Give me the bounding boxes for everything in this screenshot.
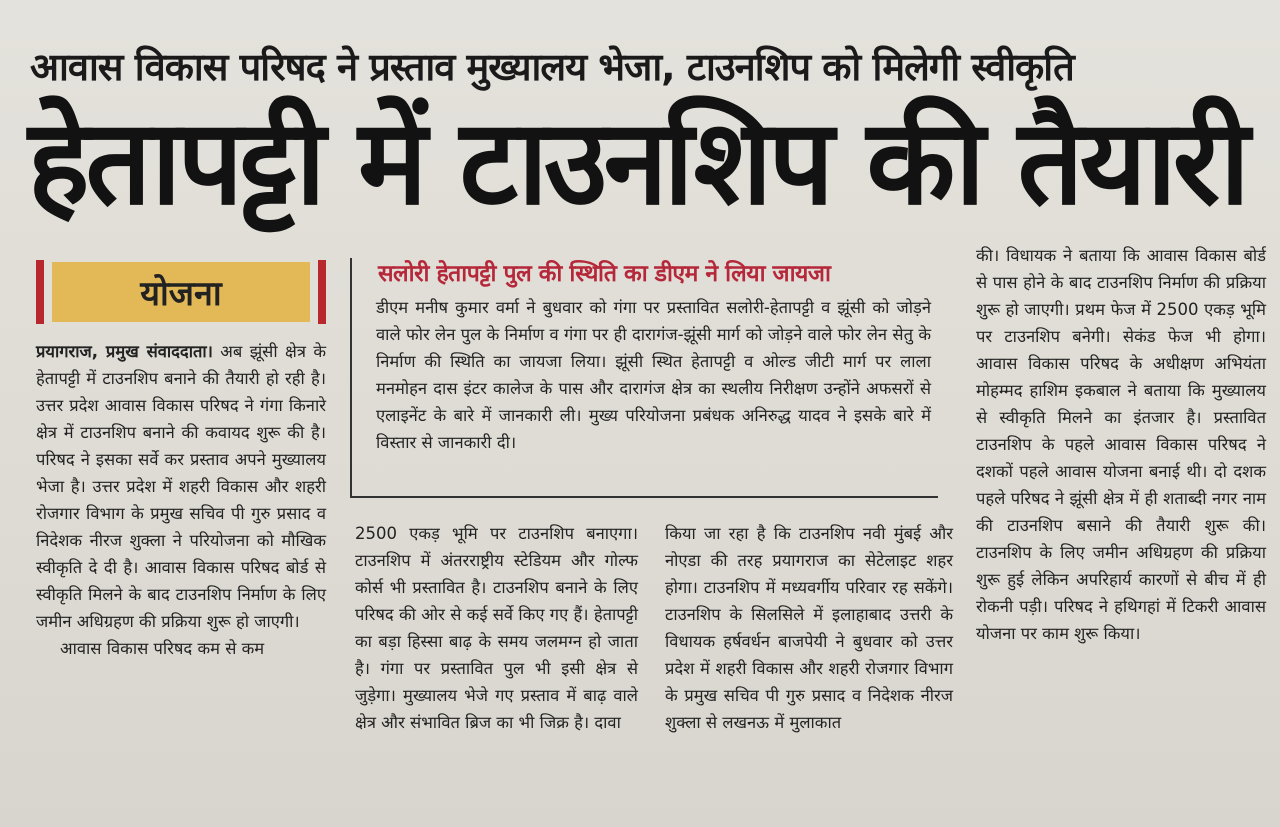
tag-left-bar [36, 260, 44, 324]
kicker-headline: आवास विकास परिषद ने प्रस्ताव मुख्यालय भेजा, टाउनशिप को मिलेगी स्वीकृति [30, 45, 1074, 89]
box-bottom-rule [350, 496, 938, 498]
article-column-3: किया जा रहा है कि टाउनशिप नवी मुंबई और नोएडा की तरह प्रयागराज का सेटेलाइट शहर होगा। टाउनशिप में मध्यवर्गीय परिवार रह सकेंगे। टाउनशिप के सिलसिले में इलाहाबाद उत्तरी के विधायक हर्षवर्धन बाजपेयी ने बुधवार को उत्तर प्रदेश में शहरी विकास और शहरी रोजगार विभाग के प्रमुख सचिव पी गुरु प्रसाद व निदेशक नीरज शुक्ला से लखनऊ में मुलाकात [665, 524, 953, 732]
tag-right-bar [318, 260, 326, 324]
article-column-1 [36, 338, 326, 662]
article-column-2: 2500 एकड़ भूमि पर टाउनशिप बनाएगा। टाउनशिप में अंतरराष्ट्रीय स्टेडियम और गोल्फ कोर्स भी प्रस्तावित है। टाउनशिप बनाने के लिए परिषद की ओर से कई सर्वे किए गए हैं। हेतापट्टी का बड़ा हिस्सा बाढ़ के समय जलमग्न हो जाता है। गंगा पर प्रस्तावित पुल भी इसी क्षेत्र से जुड़ेगा। मुख्यालय भेजे गए प्रस्ताव में बाढ़ वाले क्षेत्र और संभावित ब्रिज का भी जिक्र है। दावा [355, 524, 638, 732]
sidebar-box [350, 258, 938, 498]
box-body: डीएम मनीष कुमार वर्मा ने बुधवार को गंगा पर प्रस्तावित सलोरी-हेतापट्टी व झूंसी को जोड़ने वाले फोर लेन पुल के निर्माण व गंगा पर ही दारागंज-झूंसी मार्ग को जोड़ने वाले फोर लेन सेतु के निर्माण की स्थिति का जायजा लिया। झूंसी स्थित हेतापट्टी व ओल्ड जीटी मार्ग पर लाला मनमोहन दास इंटर कालेज के पास और दारागंज क्षेत्र का स्थलीय निरीक्षण उन्होंने अफसरों से एलाइनेंट के बारे में जानकारी ली। मुख्य परियोजना प्रबंधक अनिरुद्ध यादव ने इसके बारे में विस्तार से जानकारी दी। [376, 298, 931, 452]
tag-label: योजना [52, 262, 310, 322]
box-heading: सलोरी हेतापट्टी पुल की स्थिति का डीएम ने लिया जायजा [378, 261, 831, 287]
box-vertical-rule [350, 258, 352, 498]
section-tag [36, 260, 326, 324]
column-1-tail: आवास विकास परिषद कम से कम [60, 639, 265, 658]
main-headline: हेतापट्टी में टाउनशिप की तैयारी [28, 93, 1247, 231]
dateline: प्रयागराज, प्रमुख संवाददाता। [36, 342, 213, 361]
article-column-4: की। विधायक ने बताया कि आवास विकास बोर्ड से पास होने के बाद टाउनशिप निर्माण की प्रक्रिया शुरू हो जाएगी। प्रथम फेज में 2500 एकड़ भूमि पर टाउनशिप बनेगी। सेकंड फेज भी होगा। आवास विकास परिषद के अधीक्षण अभियंता मोहम्मद हाशिम इकबाल ने बताया कि मुख्यालय से स्वीकृति मिलने का इंतजार है। प्रस्तावित टाउनशिप के पहले आवास विकास परिषद ने दशकों पहले आवास योजना बनाई थी। दो दशक पहले परिषद ने झूंसी क्षेत्र में ही शताब्दी नगर नाम की टाउनशिप बसाने की तैयारी शुरू की। टाउनशिप के लिए जमीन अधिग्रहण की प्रक्रिया शुरू हुई लेकिन अपरिहार्य कारणों से बीच में ही रोकनी पड़ी। परिषद ने हथिगहां में टिकरी आवास योजना पर काम शुरू किया। [976, 246, 1266, 643]
column-1-body: अब झूंसी क्षेत्र के हेतापट्टी में टाउनशिप बनाने की तैयारी हो रही है। उत्तर प्रदेश आवास विकास परिषद ने गंगा किनारे क्षेत्र में टाउनशिप बनाने की कवायद शुरू की है। परिषद ने इसका सर्वे कर प्रस्ताव अपने मुख्यालय भेजा है। उत्तर प्रदेश में शहरी विकास और शहरी रोजगार विभाग के प्रमुख सचिव पी गुरु प्रसाद व निदेशक नीरज शुक्ला ने परियोजना को मौखिक स्वीकृति दे दी है। आवास विकास परिषद बोर्ड से स्वीकृति मिलने के बाद टाउनशिप निर्माण के लिए जमीन अधिग्रहण की प्रक्रिया शुरू हो जाएगी। [36, 342, 326, 631]
